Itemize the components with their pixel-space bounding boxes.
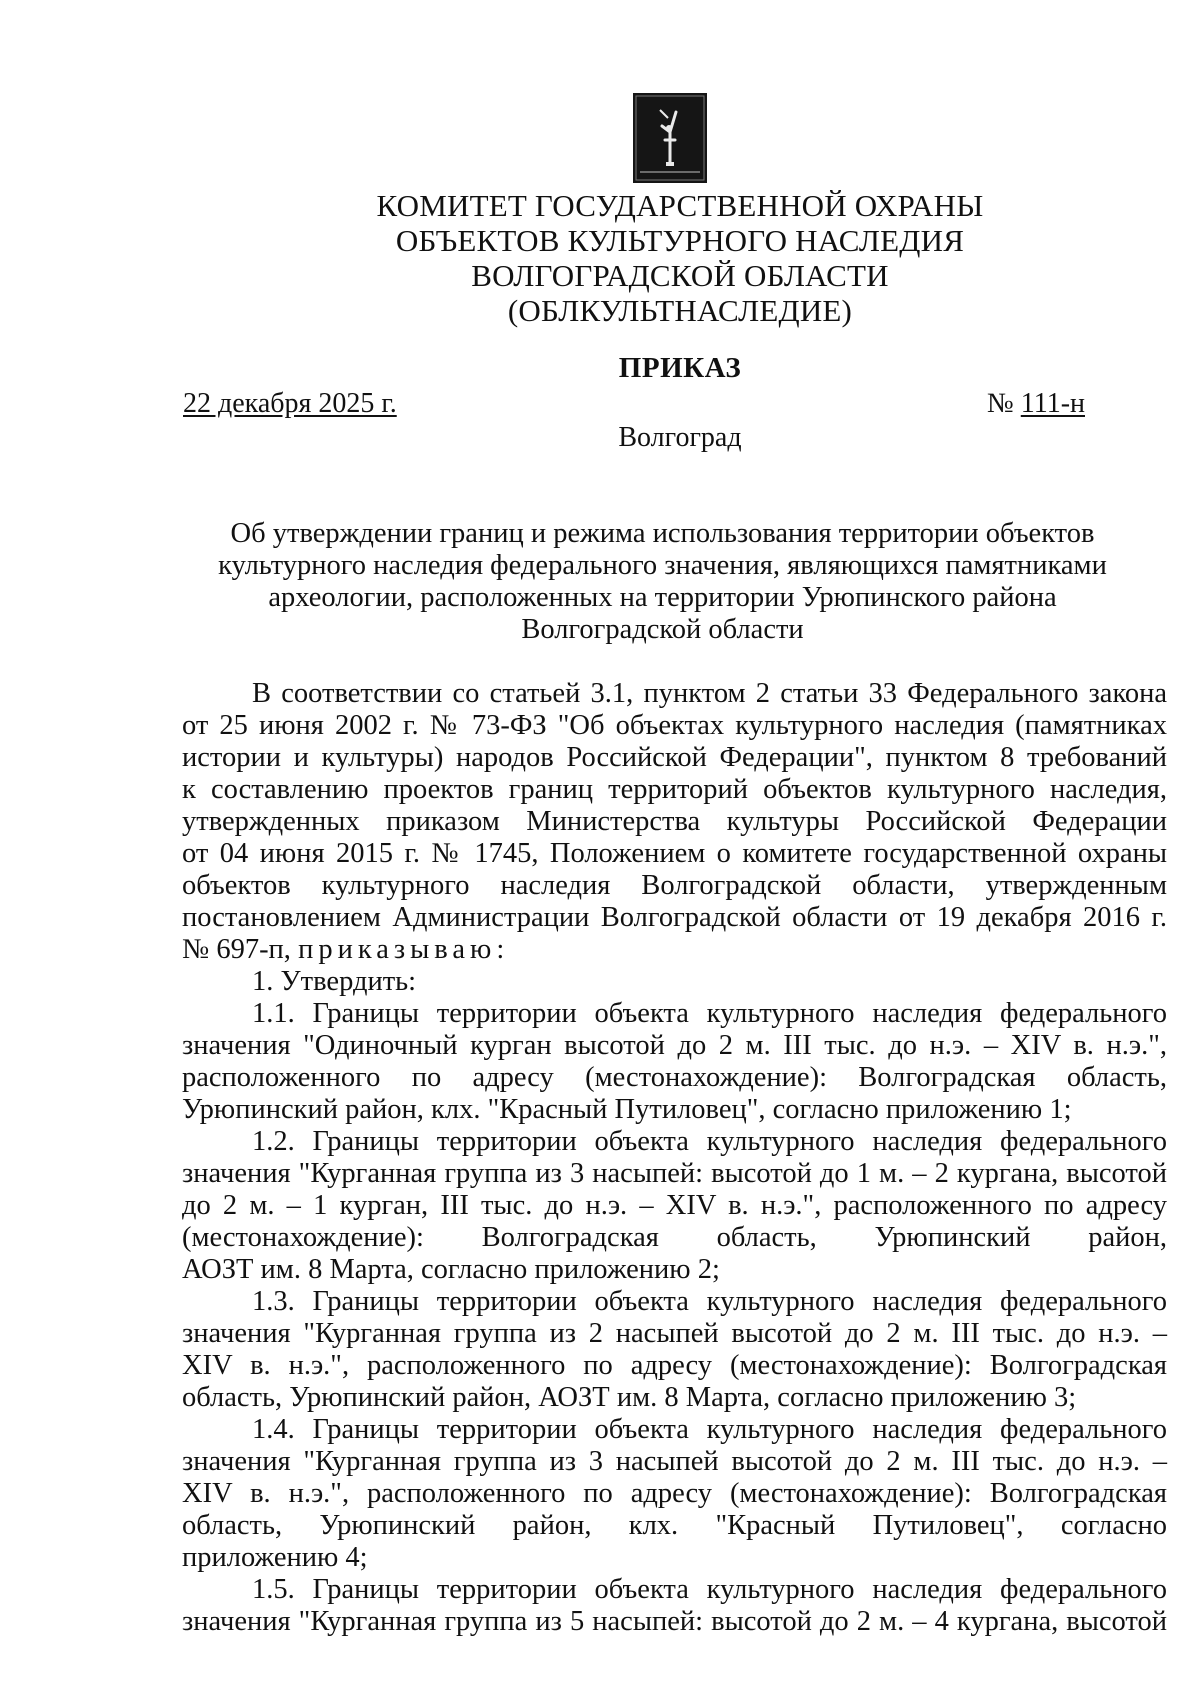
volgograd-coat-of-arms-icon	[632, 92, 708, 184]
item-1-3-line: значения "Курганная группа из 2 насыпей высотой до 2 м. III тыс. до н.э. –	[182, 1318, 1167, 1349]
preamble-line: постановлением Администрации Волгоградской области от 19 декабря 2016 г.	[182, 902, 1167, 933]
organization-abbreviation: (ОБЛКУЛЬТНАСЛЕДИЕ)	[507, 293, 853, 328]
item-1-3-line: XIV в. н.э.", расположенного по адресу (местонахождение): Волгоградская	[182, 1350, 1167, 1381]
item-1-4-line: приложению 4;	[182, 1542, 368, 1573]
document-city: Волгоград	[618, 422, 742, 453]
item-1-2-line: АОЗТ им. 8 Марта, согласно приложению 2;	[182, 1254, 720, 1285]
item-1-1-line: 1.1. Границы территории объекта культурного наследия федерального	[252, 998, 1167, 1029]
document-subject	[160, 518, 1165, 646]
organization-name	[300, 188, 1060, 328]
subject-line: Волгоградской области	[521, 614, 804, 645]
preamble-line: от 04 июня 2015 г. № 1745, Положением о комитете государственной охраны	[182, 838, 1167, 869]
item-1-heading: 1. Утвердить:	[252, 966, 417, 997]
item-1-5-line: 1.5. Границы территории объекта культурного наследия федерального	[252, 1574, 1167, 1605]
item-1-2-line: до 2 м. – 1 курган, III тыс. до н.э. – XIV в. н.э.", расположенного по адресу	[182, 1190, 1167, 1221]
subject-line: археологии, расположенных на территории Урюпинского района	[268, 582, 1057, 613]
item-1-2-line: значения "Курганная группа из 3 насыпей: высотой до 1 м. – 2 кургана, высотой	[182, 1158, 1167, 1189]
number-value: 111-н	[1020, 388, 1085, 419]
item-1-2-line: (местонахождение): Волгоградская область, Урюпинский район,	[182, 1222, 1167, 1253]
item-1-3-line: 1.3. Границы территории объекта культурного наследия федерального	[252, 1286, 1167, 1317]
preamble-line: к составлению проектов границ территорий объектов культурного наследия,	[182, 774, 1167, 805]
preamble-line: от 25 июня 2002 г. № 73-ФЗ "Об объектах культурного наследия (памятниках	[182, 710, 1167, 741]
document-date: 22 декабря 2025 г.	[183, 388, 397, 419]
subject-line: культурного наследия федерального значения, являющихся памятниками	[218, 550, 1107, 581]
number-prefix: №	[987, 388, 1021, 419]
item-1-5-line: значения "Курганная группа из 5 насыпей: высотой до 2 м. – 4 кургана, высотой	[182, 1606, 1167, 1637]
organization-line: ВОЛГОГРАДСКОЙ ОБЛАСТИ	[471, 258, 889, 293]
document-number	[987, 388, 1085, 420]
item-1-3-line: область, Урюпинский район, АОЗТ им. 8 Марта, согласно приложению 3;	[182, 1382, 1077, 1413]
item-1-4-line: 1.4. Границы территории объекта культурного наследия федерального	[252, 1414, 1167, 1445]
preamble-line: утвержденных приказом Министерства культуры Российской Федерации	[182, 806, 1167, 837]
item-1-4-line: XIV в. н.э.", расположенного по адресу (местонахождение): Волгоградская	[182, 1478, 1167, 1509]
preamble-last-line	[182, 934, 1167, 966]
item-1-2-line: 1.2. Границы территории объекта культурного наследия федерального	[252, 1126, 1167, 1157]
preamble-line: объектов культурного наследия Волгоградской области, утвержденным	[182, 870, 1167, 901]
subject-line: Об утверждении границ и режима использования территории объектов	[230, 518, 1095, 549]
document-type: ПРИКАЗ	[618, 352, 742, 384]
item-1-1-line: расположенного по адресу (местонахождение): Волгоградская область,	[182, 1062, 1167, 1093]
order-reference: № 697-п,	[182, 934, 299, 965]
item-1-4-line: область, Урюпинский район, клх. "Красный Путиловец", согласно	[182, 1510, 1167, 1541]
organization-line: ОБЪЕКТОВ КУЛЬТУРНОГО НАСЛЕДИЯ	[395, 223, 965, 258]
item-1-1-line: значения "Одиночный курган высотой до 2 м. III тыс. до н.э. – XIV в. н.э.",	[182, 1030, 1167, 1061]
organization-line: КОМИТЕТ ГОСУДАРСТВЕННОЙ ОХРАНЫ	[376, 188, 984, 223]
item-1-1-line: Урюпинский район, клх. "Красный Путиловец", согласно приложению 1;	[182, 1094, 1072, 1125]
preamble-line: В соответствии со статьей 3.1, пунктом 2 статьи 33 Федерального закона	[252, 678, 1167, 709]
preamble-line: истории и культуры) народов Российской Федерации", пунктом 8 требований	[182, 742, 1167, 773]
order-colon: :	[496, 934, 505, 965]
order-word: приказываю	[298, 934, 497, 965]
item-1-4-line: значения "Курганная группа из 3 насыпей высотой до 2 м. III тыс. до н.э. –	[182, 1446, 1167, 1477]
document-body	[182, 678, 1167, 1638]
